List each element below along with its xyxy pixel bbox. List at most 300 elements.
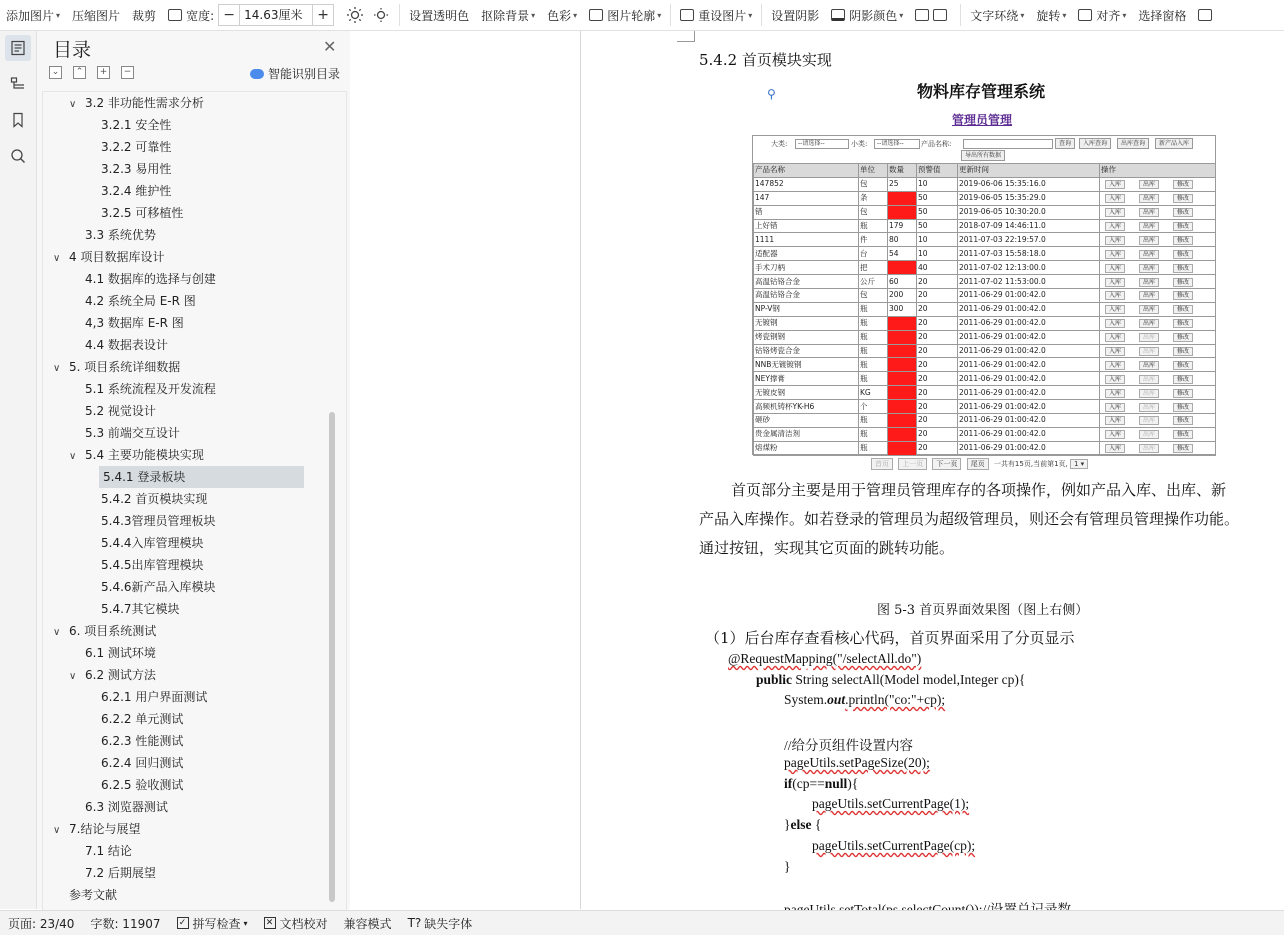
figure-cell-qty: 200 — [888, 289, 917, 303]
figure-column-header: 操作 — [1100, 164, 1216, 178]
outline-label: 图片轮廓 — [607, 8, 656, 23]
figure-cell-qty: 179 — [888, 219, 917, 233]
figure-cell-name: 147852 — [754, 177, 859, 191]
chevron-down-icon: ▾ — [1020, 10, 1025, 20]
figure-cell-actions — [1100, 400, 1216, 414]
figure-action-button: 出库 — [1139, 291, 1159, 300]
figure-cell-warn: 50 — [917, 219, 958, 233]
figure-action-button: 入库 — [1105, 361, 1125, 370]
chevron-down-icon[interactable]: ∨ — [69, 671, 77, 682]
proofread-label: 文档校对 — [279, 916, 328, 931]
code-line — [784, 817, 821, 833]
toc-item-label: 6. 项目系统测试 — [69, 624, 157, 638]
code-text: String selectAll(Model model,Integer cp){ — [792, 672, 1026, 687]
figure-cell-actions — [1100, 358, 1216, 372]
toc-item[interactable] — [85, 224, 156, 246]
search-icon — [10, 148, 26, 164]
figure-cell-warn: 20 — [917, 400, 958, 414]
figure-action-button: 入库 — [1105, 278, 1125, 287]
toc-item[interactable] — [53, 620, 157, 642]
width-increase-button[interactable]: + — [317, 7, 329, 23]
figure-cell-time: 2011-06-29 01:00:42.0 — [958, 316, 1100, 330]
code-text: ){ — [847, 776, 859, 791]
figure-cell-qty: 0 — [888, 414, 917, 428]
figure-action-button: 出库 — [1139, 264, 1159, 273]
figure-cell-actions — [1100, 441, 1216, 455]
toc-item[interactable] — [101, 158, 171, 180]
figure-name-label: 产品名称: — [921, 140, 952, 148]
set-transparent-label: 设置透明色 — [409, 8, 470, 23]
code-text: pageUtils.setPageSize(20); — [784, 755, 930, 770]
toc-item[interactable] — [99, 466, 304, 488]
figure-cell-qty: 25 — [888, 177, 917, 191]
toc-item[interactable] — [101, 202, 183, 224]
toc-item[interactable] — [101, 554, 204, 576]
shadow-color-button[interactable] — [825, 3, 909, 27]
code-keyword: if — [784, 776, 793, 791]
shadow-color-label: 阴影颜色 — [849, 8, 898, 23]
figure-cell-time: 2011-06-29 01:00:42.0 — [958, 441, 1100, 455]
figure-cell-unit: 把 — [859, 261, 888, 275]
figure-action-button: 入库 — [1105, 333, 1125, 342]
figure-table-row — [754, 330, 1216, 344]
page-indicator[interactable]: 页面: 23/40 — [8, 916, 75, 931]
reset-image-button[interactable] — [674, 3, 758, 27]
missing-font-icon: T? — [407, 916, 422, 930]
figure-action-button: 修改 — [1173, 444, 1193, 453]
navigation-rail — [0, 31, 37, 909]
figure-cell-time: 2011-06-29 01:00:42.0 — [958, 386, 1100, 400]
figure-table-row — [754, 233, 1216, 247]
figure-action-button: 修改 — [1173, 194, 1193, 203]
figure-cell-unit: 瓶 — [859, 441, 888, 455]
figure-cell-name: 适配器 — [754, 247, 859, 261]
figure-cell-name: 贵金属清洁剂 — [754, 427, 859, 441]
figure-cell-name: 高温钴铬合金 — [754, 275, 859, 289]
figure-cell-qty: 60 — [888, 275, 917, 289]
figure-cell-actions — [1100, 414, 1216, 428]
smart-toc-button[interactable] — [250, 65, 340, 82]
toc-item-label: 5.4.5出库管理模块 — [101, 558, 204, 572]
figure-action-button: 入库 — [1105, 208, 1125, 217]
toc-item[interactable] — [101, 708, 183, 730]
figure-table-row — [754, 247, 1216, 261]
toc-item-label: 4 项目数据库设计 — [69, 250, 165, 264]
figure-action-button: 入库 — [1105, 236, 1125, 245]
rotate-label: 旋转 — [1036, 8, 1061, 23]
toc-item[interactable] — [101, 488, 207, 510]
reset-icon — [680, 9, 694, 21]
bookmark-button[interactable] — [5, 107, 31, 133]
spell-check-button[interactable] — [169, 915, 256, 932]
code-field: out — [827, 692, 846, 707]
figure-cell-name: 钴铬烤瓷合金 — [754, 344, 859, 358]
toc-list — [42, 91, 347, 910]
figure-action-button: 修改 — [1173, 347, 1193, 356]
width-input[interactable]: 14.63厘米 — [239, 5, 313, 25]
set-shadow-button[interactable] — [765, 3, 825, 27]
chevron-down-icon: ▾ — [243, 918, 248, 928]
expand-up-icon[interactable]: ⌃ — [73, 66, 86, 79]
figure-action-button: 出库 — [1139, 319, 1159, 328]
figure-cell-actions — [1100, 316, 1216, 330]
toc-item[interactable] — [85, 840, 132, 862]
selection-pane-button[interactable] — [1132, 3, 1192, 27]
compat-mode-label: 兼容模式 — [343, 916, 392, 931]
figure-cell-actions — [1100, 372, 1216, 386]
toc-item-label: 6.2.3 性能测试 — [101, 734, 184, 748]
figure-cell-actions — [1100, 344, 1216, 358]
code-line — [784, 734, 913, 754]
chevron-down-icon[interactable]: ∨ — [53, 627, 61, 638]
image-outline-button[interactable] — [583, 3, 667, 27]
toc-item-label: 5.4.6新产品入库模块 — [101, 580, 216, 594]
toc-item[interactable] — [101, 510, 216, 532]
figure-cell-time: 2011-06-29 01:00:42.0 — [958, 358, 1100, 372]
figure-cell-time: 2019-06-05 10:30:20.0 — [958, 205, 1100, 219]
figure-action-button: 修改 — [1173, 416, 1193, 425]
figure-action-button: 入库 — [1105, 264, 1125, 273]
search-button[interactable] — [5, 143, 31, 169]
figure-pager — [871, 458, 1091, 470]
figure-action-button: 出库 — [1139, 389, 1159, 398]
brightness-button[interactable] — [340, 3, 396, 27]
figure-cell-unit: 瓶 — [859, 330, 888, 344]
width-icon — [168, 9, 182, 21]
figure-inventory-screenshot[interactable] — [752, 135, 1216, 455]
chevron-down-icon[interactable]: ∨ — [69, 99, 77, 110]
figure-table-row — [754, 177, 1216, 191]
figure-cell-unit: 瓶 — [859, 344, 888, 358]
color-label: 色彩 — [547, 8, 572, 23]
figure-cell-warn: 20 — [917, 358, 958, 372]
figure-action-button: 修改 — [1173, 319, 1193, 328]
width-decrease-button[interactable]: − — [223, 7, 235, 23]
figure-action-button: 入库 — [1105, 375, 1125, 384]
code-line — [784, 776, 858, 792]
toc-item[interactable] — [53, 356, 181, 378]
toc-item[interactable] — [69, 444, 204, 466]
toc-item-label: 5.4.3管理员管理板块 — [101, 514, 216, 528]
figure-action-button: 出库 — [1139, 305, 1159, 314]
chevron-down-icon: ▾ — [56, 10, 61, 20]
missing-font-label: 缺失字体 — [424, 916, 473, 931]
crop-label: 裁剪 — [132, 8, 157, 23]
collapse-all-icon[interactable]: ⌄ — [49, 66, 62, 79]
figure-action-button: 修改 — [1173, 333, 1193, 342]
figure-out-query-button: 出库查询 — [1117, 138, 1149, 149]
figure-table-row — [754, 219, 1216, 233]
rotate-button[interactable] — [1030, 3, 1072, 27]
shadow-label: 设置阴影 — [771, 8, 820, 23]
toc-item-label: 7.2 后期展望 — [85, 866, 156, 880]
code-intro: （1）后台库存查看核心代码，首页界面采用了分页显示 — [705, 629, 1075, 647]
toc-item[interactable] — [101, 774, 183, 796]
figure-cell-time: 2011-06-29 01:00:42.0 — [958, 427, 1100, 441]
figure-action-button: 入库 — [1105, 430, 1125, 439]
toc-item[interactable] — [69, 884, 117, 906]
figure-name-input — [963, 139, 1053, 149]
toc-item-label: 6.2 测试方法 — [85, 668, 156, 682]
toc-item[interactable] — [53, 818, 141, 840]
toc-item[interactable] — [85, 312, 184, 334]
figure-cell-warn: 50 — [917, 205, 958, 219]
figure-cell-warn: 20 — [917, 275, 958, 289]
toc-item[interactable] — [85, 400, 156, 422]
section-heading: 5.4.2 首页模块实现 — [699, 51, 832, 69]
figure-table-row — [754, 441, 1216, 455]
toc-item[interactable] — [101, 532, 204, 554]
toc-icon — [10, 40, 26, 56]
figure-cell-time: 2019-06-05 15:35:29.0 — [958, 191, 1100, 205]
toc-item-label: 6.2.1 用户界面测试 — [101, 690, 208, 704]
figure-column-header: 产品名称 — [754, 164, 859, 178]
figure-action-button: 入库 — [1105, 222, 1125, 231]
shadow-offset-buttons[interactable] — [909, 3, 957, 27]
toc-item[interactable] — [101, 180, 171, 202]
figure-cell-warn: 10 — [917, 247, 958, 261]
figure-action-button: 入库 — [1105, 444, 1125, 453]
figure-table-row — [754, 400, 1216, 414]
crop-mark — [677, 41, 695, 42]
paragraph-line: 通过按钮，实现其它页面的跳转功能。 — [699, 539, 955, 557]
toc-item[interactable] — [101, 576, 216, 598]
figure-search-bar — [753, 136, 1215, 162]
figure-cell-actions — [1100, 427, 1216, 441]
toc-item[interactable] — [101, 598, 180, 620]
figure-table-row — [754, 205, 1216, 219]
toc-item[interactable] — [101, 114, 171, 136]
figure-cell-time: 2011-06-29 01:00:42.0 — [958, 302, 1100, 316]
figure-cell-time: 2011-07-03 15:58:18.0 — [958, 247, 1100, 261]
toc-item[interactable] — [101, 136, 171, 158]
figure-action-button: 出库 — [1139, 278, 1159, 287]
figure-cell-time: 2011-06-29 01:00:42.0 — [958, 289, 1100, 303]
figure-cell-actions — [1100, 247, 1216, 261]
toc-item-label: 5.4.1 登录板块 — [103, 470, 186, 484]
figure-cell-qty: 300 — [888, 302, 917, 316]
figure-cell-actions — [1100, 177, 1216, 191]
figure-cell-warn: 10 — [917, 177, 958, 191]
figure-cell-time: 2011-06-29 01:00:42.0 — [958, 400, 1100, 414]
picture-tools-ribbon — [0, 0, 1284, 31]
toc-item-label: 7.1 结论 — [85, 844, 132, 858]
figure-column-header: 预警值 — [917, 164, 958, 178]
figure-action-button: 修改 — [1173, 236, 1193, 245]
figure-action-button: 出库 — [1139, 375, 1159, 384]
toc-item[interactable] — [101, 686, 207, 708]
toolbar-divider — [761, 4, 762, 26]
remove-heading-icon[interactable]: − — [121, 66, 134, 79]
figure-cell-warn: 20 — [917, 441, 958, 455]
figure-cell-unit: 瓶 — [859, 358, 888, 372]
code-line — [756, 672, 1025, 688]
structure-button[interactable] — [5, 71, 31, 97]
figure-cell-unit: 公斤 — [859, 275, 888, 289]
align-button[interactable] — [1072, 3, 1132, 27]
figure-action-button: 入库 — [1105, 347, 1125, 356]
figure-cell-unit: 个 — [859, 400, 888, 414]
toc-item-label: 5.4.7其它模块 — [101, 602, 180, 616]
reset-label: 重设图片 — [698, 8, 747, 23]
figure-cell-name: 砸砂 — [754, 414, 859, 428]
toc-item[interactable] — [85, 378, 216, 400]
toc-item[interactable] — [101, 752, 183, 774]
figure-action-button: 出库 — [1139, 347, 1159, 356]
paragraph-line: 产品入库操作。如若登录的管理员为超级管理员，则还会有管理员管理操作功能。 — [699, 510, 1240, 528]
figure-cell-name: 高频机铸杯YK-H6 — [754, 400, 859, 414]
compress-image-button[interactable] — [66, 3, 126, 27]
figure-cell-qty: 10 — [888, 261, 917, 275]
more-button[interactable] — [1192, 3, 1222, 27]
word-count[interactable]: 字数: 11907 — [90, 916, 161, 931]
figure-column-header: 数量 — [888, 164, 917, 178]
figure-cell-warn: 20 — [917, 372, 958, 386]
toc-item[interactable] — [85, 862, 156, 884]
color-button[interactable] — [541, 3, 583, 27]
chevron-down-icon[interactable]: ∨ — [53, 825, 61, 836]
figure-cell-unit: 台 — [859, 247, 888, 261]
width-stepper — [218, 4, 334, 26]
chevron-down-icon[interactable]: ∨ — [53, 253, 61, 264]
figure-cell-qty: 11 — [888, 316, 917, 330]
text-wrap-button[interactable] — [964, 3, 1030, 27]
figure-bigcat-select: --请选择-- — [795, 139, 849, 149]
figure-table-row — [754, 427, 1216, 441]
add-heading-icon[interactable]: + — [97, 66, 110, 79]
wrap-label: 文字环绕 — [970, 8, 1019, 23]
set-transparent-color-button[interactable] — [403, 3, 475, 27]
toc-item[interactable] — [85, 334, 168, 356]
toolbar-divider — [960, 4, 961, 26]
missing-font-button[interactable] — [400, 915, 481, 932]
figure-cell-warn: 10 — [917, 233, 958, 247]
figure-cell-qty: 0 — [888, 386, 917, 400]
remove-bg-label: 抠除背景 — [481, 8, 530, 23]
figure-cell-name: 无镀皮钢 — [754, 386, 859, 400]
figure-cell-qty: 2 — [888, 358, 917, 372]
add-image-label: 添加图片 — [6, 8, 55, 23]
figure-prev-page: 上一页 — [898, 458, 927, 470]
toc-title: 目录 — [53, 39, 92, 61]
figure-page-select-value: 1 — [1073, 460, 1079, 468]
toc-item-label: 7.结论与展望 — [69, 822, 141, 836]
figure-action-button: 修改 — [1173, 375, 1193, 384]
close-icon[interactable]: ✕ — [323, 37, 337, 56]
code-annotation: @RequestMapping("/selectAll.do") — [728, 651, 922, 666]
figure-table-row — [754, 261, 1216, 275]
toc-item[interactable] — [53, 246, 165, 268]
figure-cell-qty: 54 — [888, 247, 917, 261]
figure-table-row — [754, 372, 1216, 386]
figure-action-button: 出库 — [1139, 180, 1159, 189]
figure-cell-unit: 瓶 — [859, 302, 888, 316]
proofread-button[interactable] — [256, 915, 336, 932]
figure-action-button: 修改 — [1173, 264, 1193, 273]
code-line — [784, 692, 945, 708]
toc-item[interactable] — [85, 642, 156, 664]
figure-cell-actions — [1100, 205, 1216, 219]
figure-export-button: 导出所有数据 — [961, 150, 1005, 161]
anchor-icon[interactable]: ⚲ — [767, 87, 776, 101]
toc-item[interactable] — [69, 664, 156, 686]
figure-cell-name: NEY撑膏 — [754, 372, 859, 386]
figure-cell-unit: 件 — [859, 233, 888, 247]
toc-item[interactable] — [85, 268, 216, 290]
toc-item[interactable] — [101, 730, 183, 752]
figure-smallcat-label: 小类: — [851, 140, 868, 148]
figure-cell-warn: 20 — [917, 386, 958, 400]
brightness-down-icon — [372, 6, 390, 24]
figure-action-button: 出库 — [1139, 236, 1159, 245]
toc-item-label: 6.3 浏览器测试 — [85, 800, 168, 814]
code-keyword: else — [790, 817, 812, 832]
toc-item-label: 6.2.4 回归测试 — [101, 756, 184, 770]
structure-icon — [10, 76, 26, 92]
crop-button[interactable] — [126, 3, 162, 27]
toc-item-label: 4,3 数据库 E-R 图 — [85, 316, 184, 330]
figure-cell-name: 错 — [754, 205, 859, 219]
figure-action-button: 出库 — [1139, 333, 1159, 342]
toc-item[interactable] — [85, 290, 196, 312]
toc-scrollbar[interactable] — [329, 412, 335, 902]
code-line — [728, 651, 921, 667]
figure-last-page: 尾页 — [967, 458, 989, 470]
toc-item[interactable] — [85, 796, 168, 818]
figure-new-product-button: 新产品入库 — [1155, 138, 1193, 149]
figure-action-button: 修改 — [1173, 250, 1193, 259]
chevron-down-icon: ▾ — [1062, 10, 1067, 20]
figure-cell-time: 2011-07-02 12:13:00.0 — [958, 261, 1100, 275]
figure-cell-actions — [1100, 233, 1216, 247]
add-image-button[interactable] — [0, 3, 66, 27]
figure-action-button: 出库 — [1139, 208, 1159, 217]
toc-item-label: 5.3 前端交互设计 — [85, 426, 180, 440]
figure-cell-qty: 0 — [888, 330, 917, 344]
figure-cell-unit: 包 — [859, 289, 888, 303]
code-text: } — [784, 859, 791, 874]
paragraph-line: 首页部分主要是用于管理员管理库存的各项操作，例如产品入库、出库、新 — [731, 481, 1227, 499]
document-page[interactable] — [580, 31, 1284, 909]
figure-action-button: 入库 — [1105, 194, 1125, 203]
toc-item-label: 4.2 系统全局 E-R 图 — [85, 294, 196, 308]
code-keyword: public — [756, 672, 793, 687]
figure-action-button: 修改 — [1173, 180, 1193, 189]
figure-action-button: 入库 — [1105, 291, 1125, 300]
toc-item-label: 5.2 视觉设计 — [85, 404, 156, 418]
figure-cell-unit: 瓶 — [859, 427, 888, 441]
code-text: } — [784, 817, 791, 832]
figure-action-button: 入库 — [1105, 180, 1125, 189]
chevron-down-icon[interactable]: ∨ — [53, 363, 61, 374]
toc-item[interactable] — [85, 422, 180, 444]
outline-icon — [589, 9, 603, 21]
chevron-down-icon: ▾ — [531, 10, 536, 20]
figure-cell-warn: 40 — [917, 261, 958, 275]
remove-background-button[interactable] — [475, 3, 541, 27]
figure-cell-qty: 80 — [888, 233, 917, 247]
toc-item[interactable] — [69, 92, 204, 114]
chevron-down-icon[interactable]: ∨ — [69, 451, 77, 462]
figure-table-row — [754, 289, 1216, 303]
figure-bigcat-label: 大类: — [771, 140, 788, 148]
shadow-offset-left-icon — [915, 9, 929, 21]
code-line — [812, 796, 969, 812]
toc-item-label: 5. 项目系统详细数据 — [69, 360, 181, 374]
toolbar-divider — [670, 4, 671, 26]
shadow-offset-right-icon — [933, 9, 947, 21]
toc-toggle-button[interactable] — [5, 35, 31, 61]
